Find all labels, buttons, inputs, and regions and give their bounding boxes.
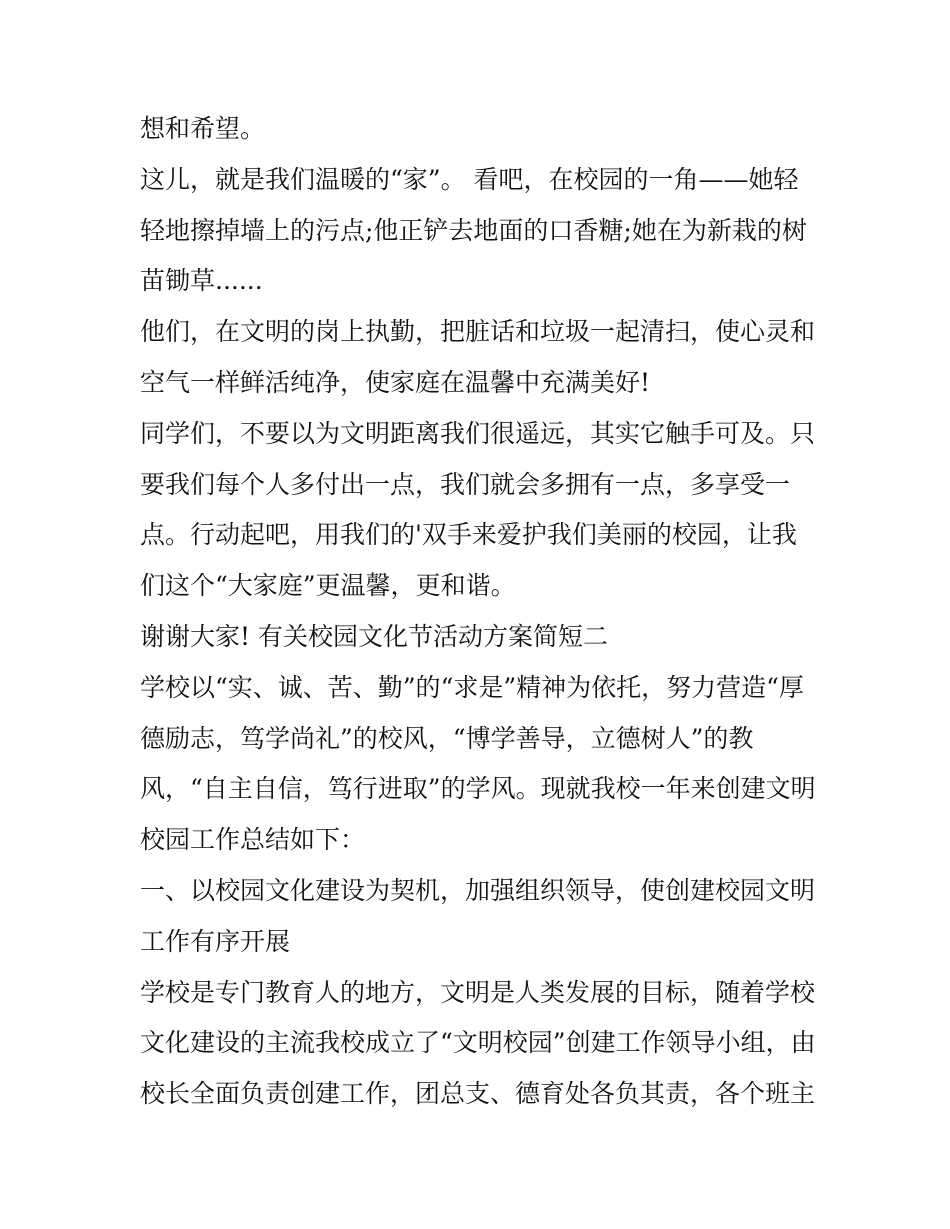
text-line: 轻地擦掉墙上的污点;他正铲去地面的口香糖;她在为新栽的树 <box>140 215 807 245</box>
text-line: 苗锄草...... <box>140 266 263 296</box>
text-line: 他们，在文明的岗上执勤，把脏话和垃圾一起清扫，使心灵和 <box>140 317 816 347</box>
text-line: 同学们，不要以为文明距离我们很遥远，其实它触手可及。只 <box>140 418 816 448</box>
text-line: 德励志，笃学尚礼”的校风，“博学善导，立德树人”的教 <box>140 723 754 753</box>
text-line: 点。行动起吧，用我们的'双手来爱护我们美丽的校园，让我 <box>140 520 797 550</box>
text-line: 空气一样鲜活纯净，使家庭在温馨中充满美好! <box>140 367 651 397</box>
text-line: 要我们每个人多付出一点，我们就会多拥有一点，多享受一 <box>140 469 791 499</box>
document-body <box>140 104 820 1120</box>
text-line: 们这个“大家庭”更温馨，更和谐。 <box>140 571 516 601</box>
text-line: 风，“自主自信，笃行进取”的学风。现就我校一年来创建文明 <box>140 774 816 804</box>
text-line: 校长全面负责创建工作，团总支、德育处各负其责，各个班主 <box>140 1079 816 1109</box>
text-line: 想和希望。 <box>140 114 266 143</box>
text-line: 学校以“实、诚、苦、勤”的“求是”精神为依托，努力营造“厚 <box>140 672 804 702</box>
text-line: 谢谢大家! 有关校园文化节活动方案简短二 <box>140 621 608 651</box>
text-line: 学校是专门教育人的地方，文明是人类发展的目标，随着学校 <box>140 977 816 1007</box>
text-line: 文化建设的主流我校成立了“文明校园”创建工作领导小组，由 <box>140 1028 816 1058</box>
text-line: 工作有序开展 <box>140 926 291 956</box>
text-line: 这儿，就是我们温暖的“家”。 看吧，在校园的一角——她轻 <box>140 164 799 194</box>
text-line: 一、以校园文化建设为契机，加强组织领导，使创建校园文明 <box>140 875 816 905</box>
text-line: 校园工作总结如下： <box>140 825 366 855</box>
